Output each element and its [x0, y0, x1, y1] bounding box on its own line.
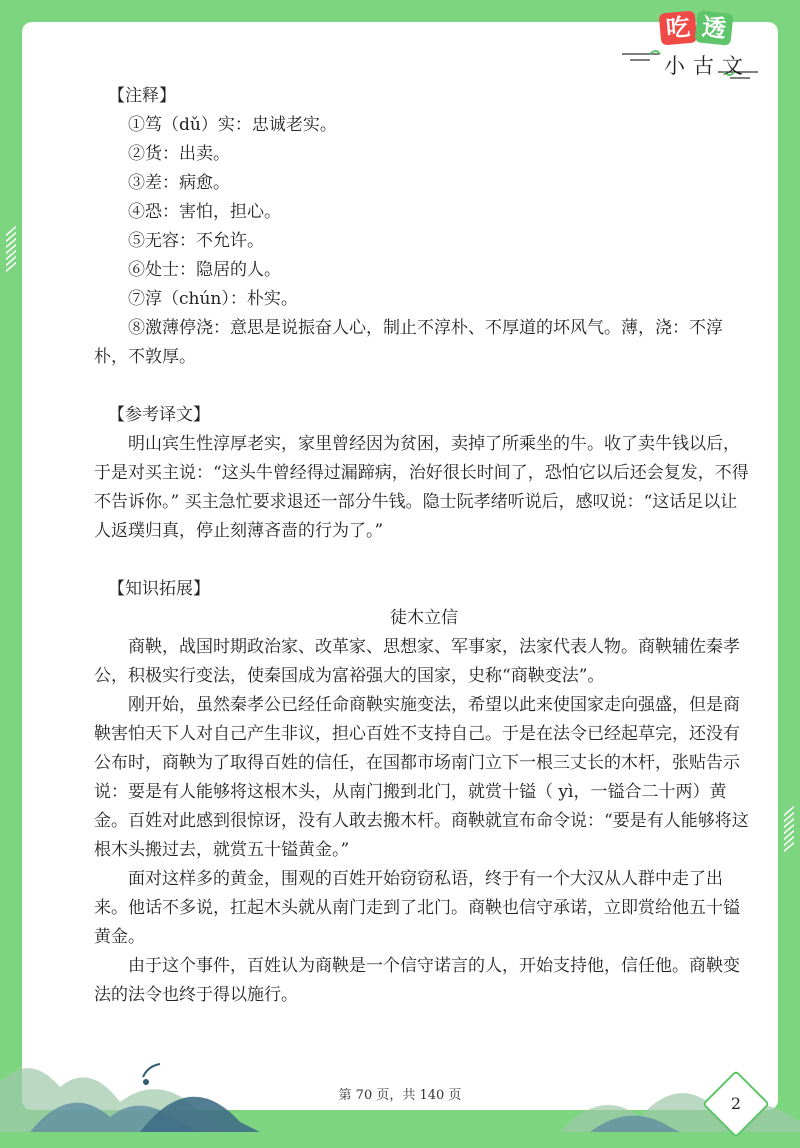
note-item: ⑥处士：隐居的人。: [128, 260, 281, 280]
note-item: ⑦淳（chún）：朴实。: [128, 289, 298, 309]
page-number: 2: [730, 1094, 742, 1113]
note-item: ③差：病愈。: [128, 173, 230, 193]
story-paragraph: 刚开始，虽然秦孝公已经任命商鞅实施变法，希望以此来使国家走向强盛，但是商鞅害怕天下人对自己产生非议，担心百姓不支持自己。于是在法令已经起草完，还没有公布时，商鞅为了取得百姓的信任，在国都市场南门立下一根三丈长的木杆，张贴告示说：要是有人能够将这根木头，从南门搬到北门，就赏十镒（ yì，一镒合二十两）黄金。百姓对此感到很惊讶，没有人敢去搬木杆。商鞅就宣布命令说：“要是有人能够将这根木头搬过去，就赏五十镒黄金。”: [94, 695, 749, 860]
note-item: ⑧激薄停浇：意思是说振奋人心，制止不淳朴、不厚道的坏风气。薄，浇：不淳朴，不敦厚。: [94, 318, 723, 367]
translation-text: 明山宾生性淳厚老实，家里曾经因为贫困，卖掉了所乘坐的牛。收了卖牛钱以后，于是对买主说：“这头牛曾经得过漏蹄病，治好很长时间了，恐怕它以后还会复发，不得不告诉你。” 买主急忙要求退还一部分牛钱。隐士阮孝绪听说后，感叹说：“这话足以让人返璞归真，停止刻薄吝啬的行为了。”: [94, 434, 749, 541]
story-paragraph: 面对这样多的黄金，围观的百姓开始窃窃私语，终于有一个大汉从人群中走了出来。他话不多说，扛起木头就从南门走到了北门。商鞅也信守承诺，立即赏给他五十镒黄金。: [94, 869, 740, 947]
note-item: ②货：出卖。: [128, 144, 230, 164]
brand-badge-tou: 透: [694, 10, 733, 46]
translation-heading: 【参考译文】: [108, 405, 210, 425]
notes-heading: 【注释】: [108, 86, 176, 106]
right-stripe-decoration: [784, 810, 794, 852]
document-body: [94, 82, 754, 1010]
left-stripe-decoration: [6, 230, 16, 272]
brand-badge-chi: 吃: [659, 10, 698, 45]
note-item: ①笃（dǔ）实：忠诚老实。: [128, 115, 337, 135]
story-title: 徒木立信: [390, 608, 458, 628]
story-paragraph: 由于这个事件，百姓认为商鞅是一个信守诺言的人，开始支持他，信任他。商鞅变法的法令也终于得以施行。: [94, 956, 740, 1005]
brand-logo: [620, 8, 760, 88]
note-item: ⑤无容：不允许。: [128, 231, 264, 251]
page-footer: 第 70 页，共 140 页: [338, 1088, 462, 1103]
note-item: ④恐：害怕，担心。: [128, 202, 281, 222]
mountain-landscape-decoration: [0, 1012, 800, 1132]
extension-heading: 【知识拓展】: [108, 579, 210, 599]
brand-subtitle: 小古文: [664, 54, 751, 78]
story-paragraph: 商鞅，战国时期政治家、改革家、思想家、军事家，法家代表人物。商鞅辅佐秦孝公，积极实行变法，使秦国成为富裕强大的国家，史称“商鞅变法”。: [94, 637, 740, 686]
